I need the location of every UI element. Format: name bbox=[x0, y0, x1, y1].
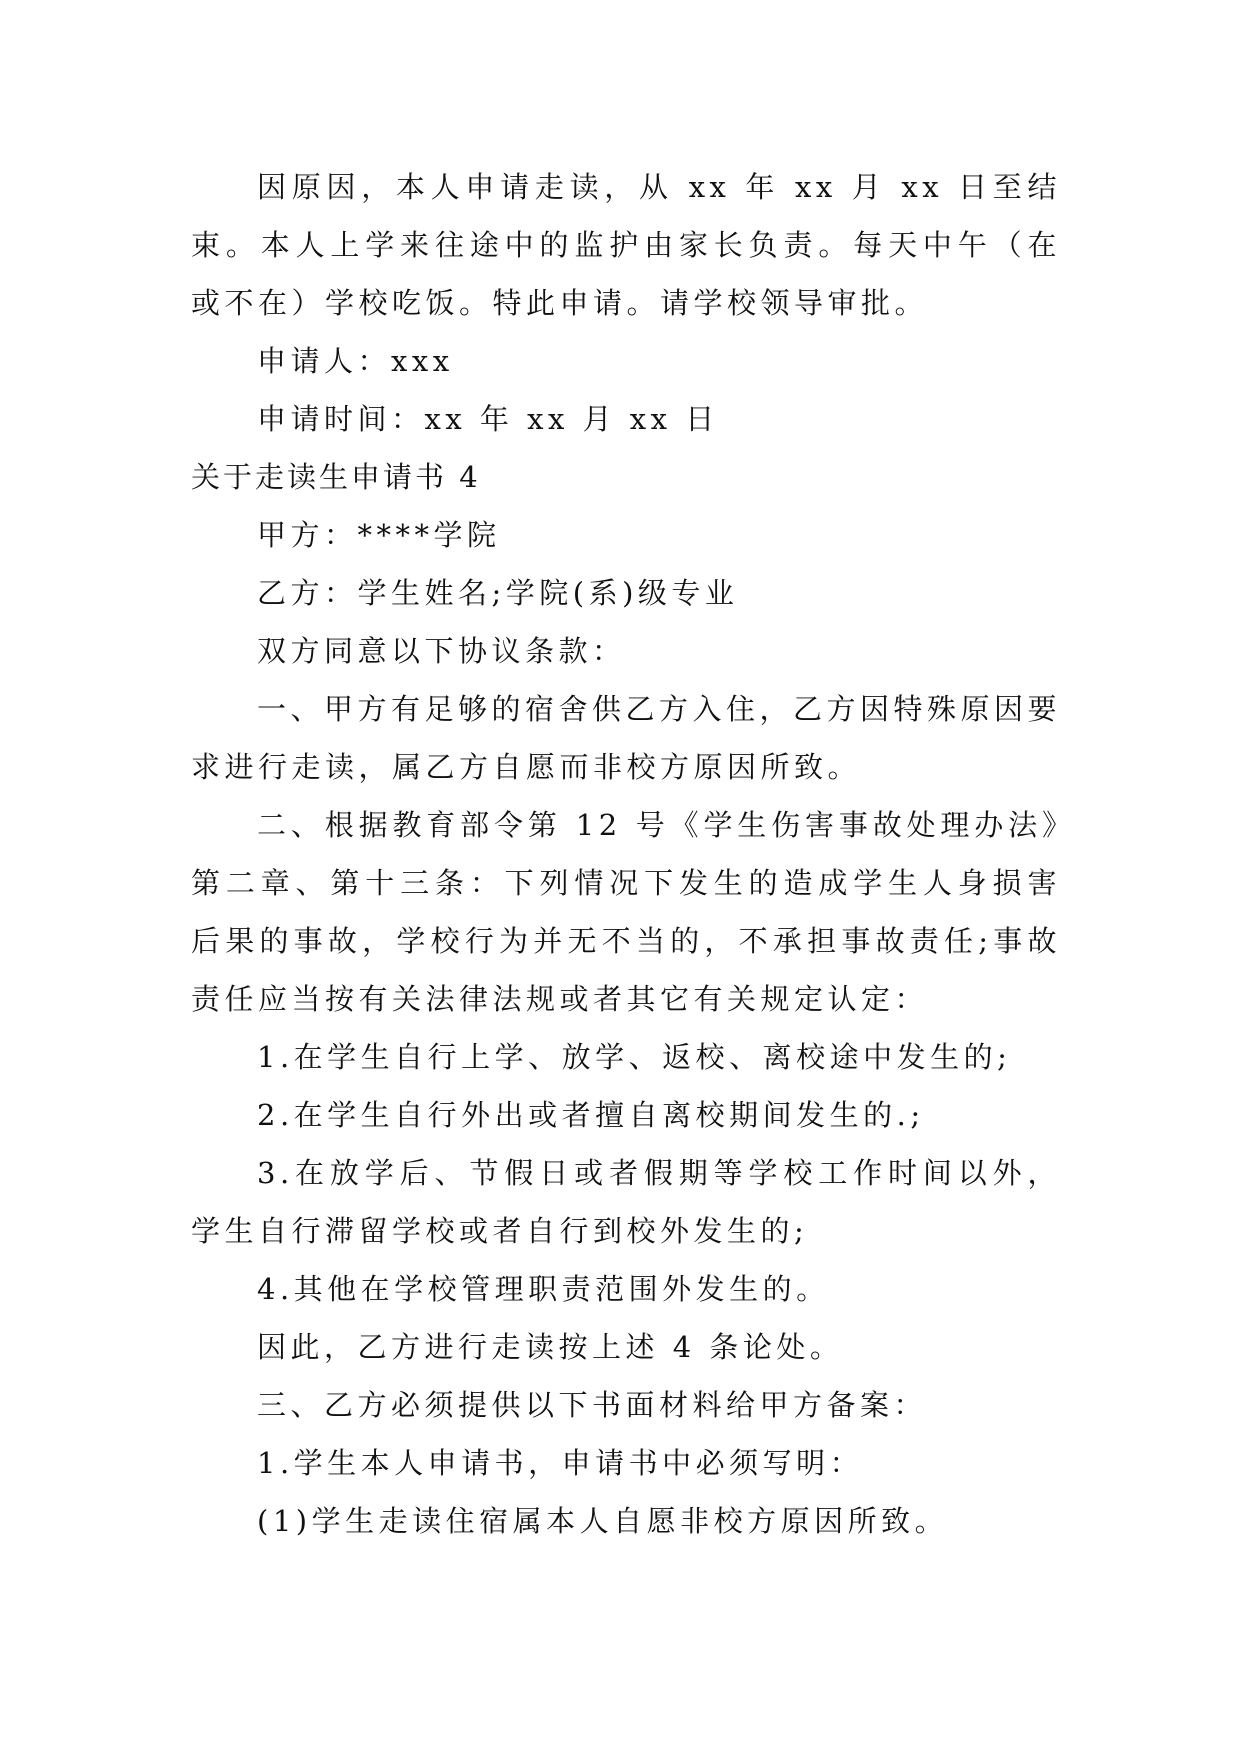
clause-three: 三、乙方必须提供以下书面材料给甲方备案： bbox=[257, 1388, 928, 1422]
clause-two: 二、根据教育部令第 12 号《学生伤害事故处理办法》第二章、第十三条：下列情况下发生的造成学生人身损害后果的事故，学校行为并无不当的，不承担事故责任;事故责任应当按有关法律法规或者其它有关规定认定： bbox=[191, 808, 1061, 1016]
materials-item-1: 1.学生本人申请书，申请书中必须写明： bbox=[257, 1446, 864, 1480]
list-item-2: 2.在学生自行外出或者擅自离校期间发生的.; bbox=[257, 1098, 925, 1132]
application-reason-paragraph: 因原因，本人申请走读，从 xx 年 xx 月 xx 日至结束。本人上学来往途中的监护由家长负责。每天中午（在或不在）学校吃饭。特此申请。请学校领导审批。 bbox=[191, 170, 1061, 320]
party-a-line: 甲方：****学院 bbox=[257, 518, 501, 552]
list-item-3: 3.在放学后、节假日或者假期等学校工作时间以外，学生自行滞留学校或者自行到校外发生的; bbox=[191, 1156, 1061, 1248]
clause-one: 一、甲方有足够的宿舍供乙方入住，乙方因特殊原因要求进行走读，属乙方自愿而非校方原因所致。 bbox=[191, 692, 1062, 784]
applicant-line: 申请人：xxx bbox=[257, 344, 454, 378]
list-item-4: 4.其他在学校管理职责范围外发生的。 bbox=[257, 1272, 830, 1306]
agreement-intro: 双方同意以下协议条款： bbox=[257, 634, 626, 668]
materials-subitem-1: (1)学生走读住宿属本人自愿非校方原因所致。 bbox=[257, 1504, 949, 1538]
application-date-line: 申请时间：xx 年 xx 月 xx 日 bbox=[257, 402, 719, 436]
list-item-1: 1.在学生自行上学、放学、返校、离校途中发生的; bbox=[257, 1040, 1012, 1074]
section-heading: 关于走读生申请书 4 bbox=[191, 460, 481, 494]
party-b-line: 乙方：学生姓名;学院(系)级专业 bbox=[257, 576, 739, 610]
document-body bbox=[191, 158, 1061, 1550]
conclusion-line: 因此，乙方进行走读按上述 4 条论处。 bbox=[257, 1330, 844, 1364]
